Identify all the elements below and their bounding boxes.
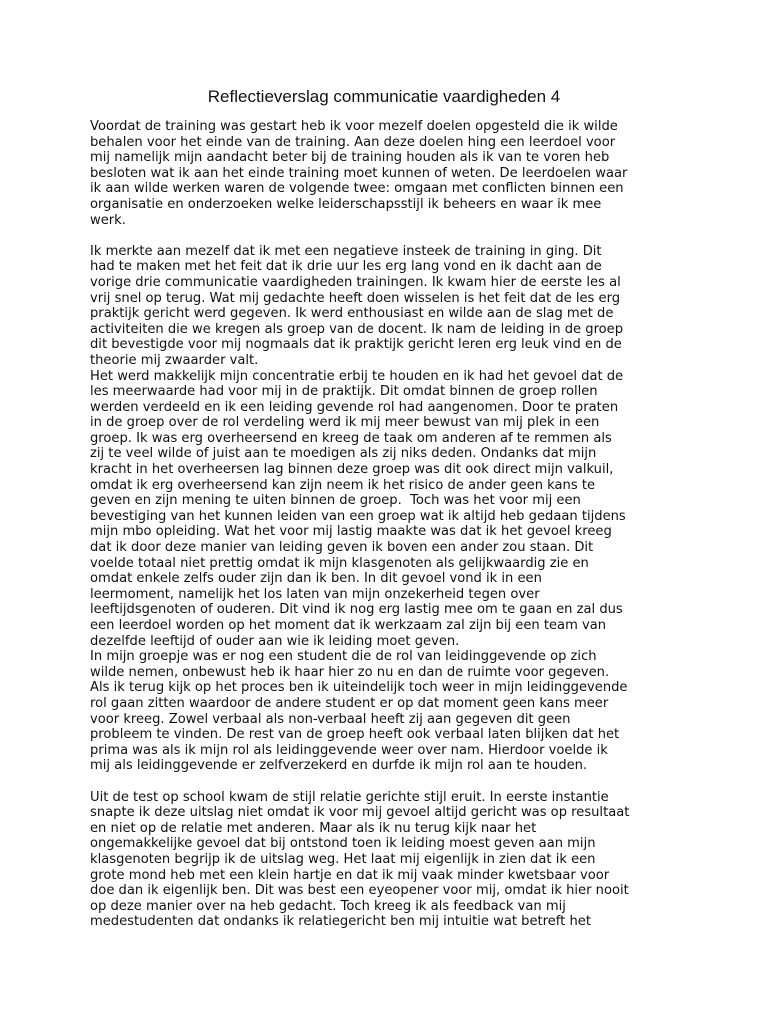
paragraph-spacer [90,774,680,790]
text-line: medestudenten dat ondanks ik relatiegericht ben mij intuitie wat betreft het [90,914,591,930]
text-line: organisatie en onderzoeken welke leiderschapsstijl ik beheers en waar ik mee [90,196,602,212]
text-line: ik aan wilde werken waren de volgende twee: omgaan met conflicten binnen een [90,181,624,197]
text-line: in de groep over de rol verdeling werd ik mij meer bewust van mij plek in een [90,415,600,431]
text-line: werk. [90,212,126,228]
text-line: snapte ik deze uitslag niet omdat ik voor mij gevoel altijd gericht was op resultaat [90,805,630,821]
document-title: Reflectieverslag communicatie vaardigheden 4 [207,87,561,106]
text-line: omdat ik erg overheersend kan zijn neem ik het risico de ander geen kans te [90,477,596,493]
text-line: een leerdoel worden op het moment dat ik werkzaam zal zijn bij een team van [90,618,607,633]
text-line: behalen voor het einde van de training. Aan deze doelen hing een leerdoel voor [90,134,616,150]
text-line: en niet op de relatie met anderen. Maar als ik nu terug kijk naar het [90,820,537,836]
text-line: voor kreeg. Zowel verbaal als non-verbaal heeft zij aan gegeven dit geen [90,711,571,727]
text-line: vorige drie communicatie vaardigheden trainingen. Ik kwam hier de eerste les al [90,274,621,290]
text-line: besloten wat ik aan het einde training moet kunnen of weten. De leerdoelen waar [90,165,628,181]
text-line: Het werd makkelijk mijn concentratie erbij te houden en ik had het gevoel dat de [90,368,624,384]
document-body [90,119,680,930]
text-line: leeftijdsgenoten of ouderen. Dit vind ik nog erg lastig mee om te gaan en zal dus [90,602,623,618]
text-line: leermoment, namelijk het los laten van mijn onzekerheid tegen over [90,586,540,602]
text-line: In mijn groepje was er nog een student die de rol van leidinggevende op zich [90,649,597,665]
text-line: wilde nemen, onbewust heb ik haar hier zo nu en dan de ruimte voor gegeven. [90,664,610,680]
text-line: probleem te vinden. De rest van de groep heeft ook verbaal laten blijken dat het [90,727,620,743]
text-line: rol gaan zitten waardoor de andere student er op dat moment geen kans meer [90,695,609,711]
text-line: ongemakkelijke gevoel dat bij ontstond toen ik leiding moest geven aan mijn [90,836,596,852]
text-line: Voordat de training was gestart heb ik voor mezelf doelen opgesteld die ik wilde [90,119,618,134]
paragraph-spacer [90,228,680,244]
text-line: theorie mij zwaarder valt. [90,352,259,368]
paragraph-1 [90,119,680,228]
text-line: Als ik terug kijk op het proces ben ik uiteindelijk toch weer in mijn leidinggevende [90,680,628,696]
text-line: werden verdeeld en ik een leiding gevende rol had aangenomen. Door te praten [90,399,619,415]
text-line: groep. Ik was erg overheersend en kreeg de taak om anderen af te remmen als [90,430,612,446]
text-line: prima was als ik mijn rol als leidinggevende weer over nam. Hierdoor voelde ik [90,742,608,758]
paragraph-3 [90,790,680,930]
text-line: zij te veel wilde of juist aan te moedigen als zij niks deden. Ondanks dat mijn [90,446,597,462]
text-line: mij als leidinggevende er zelfverzekerd en durfde ik mijn rol aan te houden. [90,758,588,774]
text-line: geven en zijn mening te uiten binnen de groep. Toch was het voor mij een [90,493,581,509]
text-line: activiteiten die we kregen als groep van de docent. Ik nam de leiding in de groep [90,321,624,337]
text-line: dit bevestigde voor mij nogmaals dat ik praktijk gericht leren erg leuk vind en de [90,337,622,353]
text-line: op deze manier over na heb gedacht. Toch kreeg ik als feedback van mij [90,898,566,914]
text-line: grote mond heb met een klein hartje en dat ik mij vaak minder kwetsbaar voor [90,867,610,883]
text-line: bevestiging van het kunnen leiden van een groep wat ik altijd heb gedaan tijdens [90,508,626,524]
text-line: had te maken met het feit dat ik drie uur les erg lang vond en ik dacht aan de [90,259,602,275]
text-line: kracht in het overheersen lag binnen deze groep was dit ook direct mijn valkuil, [90,462,614,478]
text-line: Ik merkte aan mezelf dat ik met een negatieve insteek de training in ging. Dit [90,243,602,259]
text-line: doe dan ik eigenlijk ben. Dit was best een eyeopener voor mij, omdat ik hier nooit [90,883,629,899]
text-line: dat ik door deze manier van leiding geven ik boven een ander zou staan. Dit [90,540,594,556]
text-line: dezelfde leeftijd of ouder aan wie ik leiding moet geven. [90,633,460,649]
text-line: Uit de test op school kwam de stijl relatie gerichte stijl eruit. In eerste instantie [90,789,609,805]
text-line: les meerwaarde had voor mij in de praktijk. Dit omdat binnen de groep rollen [90,384,598,400]
text-line: klasgenoten begrijp ik de uitslag weg. Het laat mij eigenlijk in zien dat ik een [90,851,596,867]
text-line: omdat enkele zelfs ouder zijn dan ik ben. In dit gevoel vond ik in een [90,571,542,587]
paragraph-2 [90,244,680,774]
text-line: mij namelijk mijn aandacht beter bij de training houden als ik van te voren heb [90,150,610,166]
text-line: voelde totaal niet prettig omdat ik mijn klasgenoten als gelijkwaardig zie en [90,555,589,571]
text-line: vrij snel op terug. Wat mij gedachte heeft doen wisselen is het feit dat de les erg [90,290,621,306]
text-line: mijn mbo opleiding. Wat het voor mij lastig maakte was dat ik het gevoel kreeg [90,524,612,540]
text-line: praktijk gericht werd gegeven. Ik werd enthousiast en wilde aan de slag met de [90,306,614,322]
